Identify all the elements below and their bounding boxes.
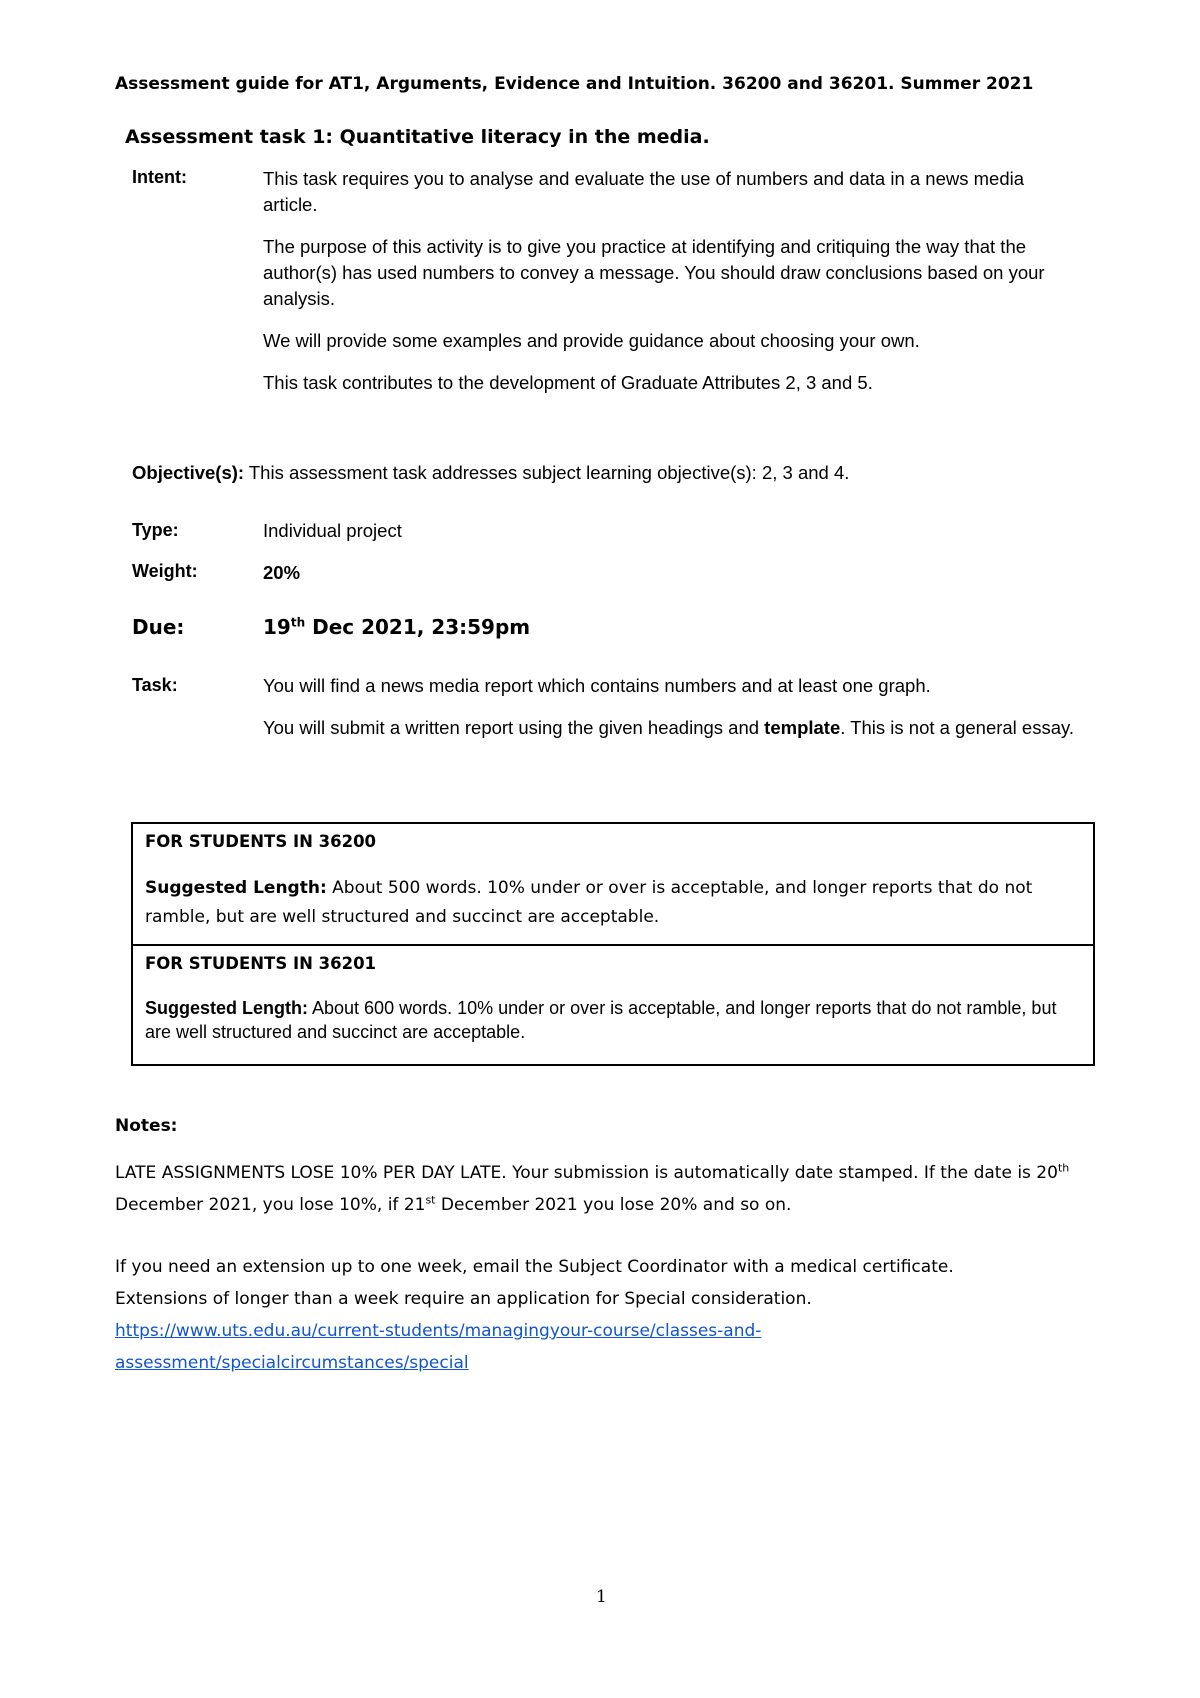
weight-value: 20% <box>263 562 301 583</box>
task-paragraph: You will submit a written report using the given headings and template. This is not a general essay. <box>263 717 1075 738</box>
intent-paragraph: This task contributes to the development of Graduate Attributes 2, 3 and 5. <box>263 372 873 393</box>
task-title: Assessment task 1: Quantitative literacy in the media. <box>125 126 710 148</box>
task-paragraph: You will find a news media report which contains numbers and at least one graph. <box>263 675 931 696</box>
special-consideration-link[interactable]: https://www.uts.edu.au/current-students/managingyour-course/classes-and- assessment/specialcircumstances/special <box>115 1321 762 1373</box>
intent-text <box>263 166 1083 412</box>
objectives-row <box>132 462 849 484</box>
due-label: Due: <box>132 615 185 639</box>
box-36201-length: Suggested Length: About 600 words. 10% under or over is acceptable, and longer reports that do not ramble, but are well structured and succinct are acceptable. <box>145 998 1057 1042</box>
extension-line: If you need an extension up to one week, email the Subject Coordinator with a medical certificate. <box>115 1257 954 1277</box>
type-value: Individual project <box>263 520 402 541</box>
template-word: template <box>764 717 841 738</box>
box-36200-heading: FOR STUDENTS IN 36200 <box>145 832 377 851</box>
page-number: 1 <box>596 1587 607 1607</box>
intent-label: Intent: <box>132 167 187 187</box>
intent-paragraph: The purpose of this activity is to give you practice at identifying and critiquing the way that the author(s) has used numbers to convey a message. You should draw conclusions based on your analysis. <box>263 236 1045 309</box>
weight-label: Weight: <box>132 561 198 581</box>
intent-paragraph: We will provide some examples and provide guidance about choosing your own. <box>263 330 920 351</box>
box-36201-heading: FOR STUDENTS IN 36201 <box>145 954 377 973</box>
intent-paragraph: This task requires you to analyse and evaluate the use of numbers and data in a news media article. <box>263 168 1025 215</box>
students-36200-box <box>131 822 1095 946</box>
notes-heading: Notes: <box>115 1116 178 1136</box>
extension-line: Extensions of longer than a week require an application for Special consideration. <box>115 1289 812 1309</box>
task-text <box>263 673 1083 757</box>
extension-info <box>115 1251 1095 1379</box>
type-label: Type: <box>132 520 179 540</box>
late-policy: LATE ASSIGNMENTS LOSE 10% PER DAY LATE. Your submission is automatically date stamped. If the date is 20th December 2021, you lose 10%, if 21st December 2021 you lose 20% and so on. <box>115 1161 1070 1215</box>
objectives-label: Objective(s): <box>132 462 245 483</box>
task-label: Task: <box>132 675 178 695</box>
students-36201-box <box>131 944 1095 1066</box>
objectives-text: This assessment task addresses subject learning objective(s): 2, 3 and 4. <box>248 462 850 483</box>
box-36200-length: Suggested Length: About 500 words. 10% under or over is acceptable, and longer reports that do not ramble, but are well structured and succinct are acceptable. <box>145 878 1033 927</box>
due-value <box>263 614 863 640</box>
due-day: 19 <box>263 615 291 639</box>
due-rest: Dec 2021, 23:59pm <box>305 615 531 639</box>
due-suffix: th <box>290 615 306 630</box>
document-header: Assessment guide for AT1, Arguments, Evidence and Intuition. 36200 and 36201. Summer 2021 <box>115 74 1034 94</box>
